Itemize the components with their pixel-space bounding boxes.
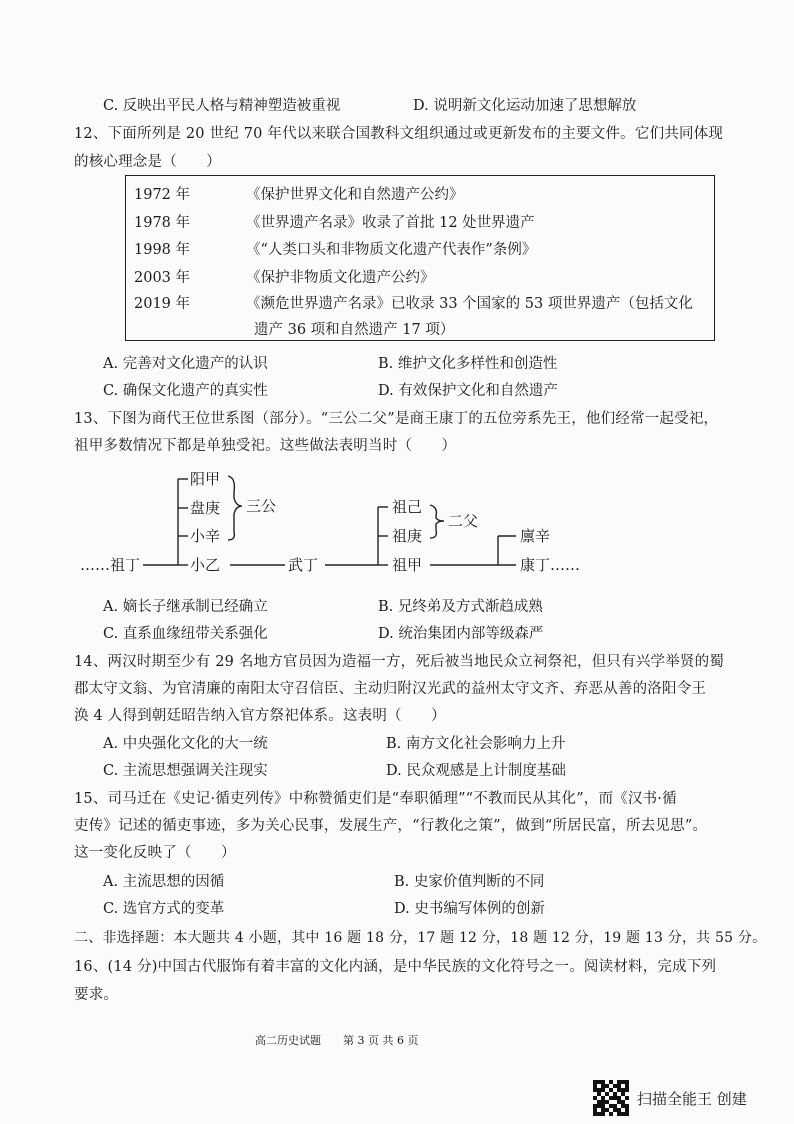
q11-option-c: C. 反映出平民人格与精神塑造被重视	[103, 98, 341, 114]
scanner-label: 扫描全能王 创建	[637, 1089, 747, 1108]
q15-stem-line1: 15、司马迁在《史记·循吏列传》中称赞循吏们是“奉职循理”“不教而民从其化”，而《汉书·循	[74, 791, 677, 807]
q14-option-a: A. 中央强化文化的大一统	[103, 736, 268, 752]
q12-stem-line2: 的核心理念是（ ）	[74, 154, 221, 170]
section2-heading: 二、非选择题：本大题共 4 小题，其中 16 题 18 分，17 题 12 分，18 题 12 分，19 题 13 分，共 55 分。	[74, 930, 767, 946]
q15-option-d: D. 史书编写体例的创新	[394, 901, 545, 917]
node-kangding: 康丁……	[520, 556, 581, 574]
q11-option-d: D. 说明新文化运动加速了思想解放	[413, 98, 637, 114]
q14-stem-line2: 郡太守文翁、为官清廉的南阳太守召信臣、主动归附汉光武的益州太守文齐、弃恶从善的洛阳令王	[74, 681, 707, 697]
node-pangeng: 盘庚	[190, 499, 221, 517]
q12-stem-line1: 12、下面所列是 20 世纪 70 年代以来联合国教科文组织通过或更新发布的主要文件。它们共同体现	[74, 126, 724, 142]
page-footer: 高二历史试题 第 3 页 共 6 页	[255, 1034, 419, 1047]
node-yangjia: 阳甲	[190, 470, 221, 488]
q13-option-d: D. 统治集团内部等级森严	[378, 626, 544, 642]
table-row-continuation: 遗产 36 项和自然遗产 17 项）	[254, 322, 455, 338]
node-zuding: ……祖丁	[80, 556, 141, 574]
q14-stem-line3: 涣 4 人得到朝廷昭告纳入官方祭祀体系。这表明（ ）	[74, 708, 446, 724]
q12-option-a: A. 完善对文化遗产的认识	[103, 356, 268, 372]
q14-option-b: B. 南方文化社会影响力上升	[386, 736, 566, 752]
q15-stem-line3: 这一变化反映了（ ）	[74, 845, 236, 861]
q13-stem-line1: 13、下图为商代王位世系图（部分）。“三公二父”是商王康丁的五位旁系先王，他们经常一起受祀，	[74, 411, 719, 427]
q12-option-b: B. 维护文化多样性和创造性	[378, 356, 558, 372]
label-sangong: 三公	[246, 497, 277, 515]
brace-erfu	[430, 505, 444, 538]
q14-option-c: C. 主流思想强调关注现实	[103, 763, 268, 779]
q13-option-b: B. 兄终弟及方式渐趋成熟	[378, 599, 543, 615]
q15-option-b: B. 史家价值判断的不同	[394, 874, 545, 890]
q13-stem-line2: 祖甲多数情况下都是单独受祀。这些做法表明当时（ ）	[74, 438, 457, 454]
q13-option-a: A. 嫡长子继承制已经确立	[103, 599, 268, 615]
node-wuding: 武丁	[288, 556, 319, 574]
node-xiaoyi: 小乙	[190, 556, 221, 574]
q16-stem-line2: 要求。	[74, 987, 119, 1003]
brace-sangong	[228, 476, 242, 540]
q12-option-c: C. 确保文化遗产的真实性	[103, 383, 268, 399]
q16-stem-line1: 16、(14 分)中国古代服饰有着丰富的文化内涵，是中华民族的文化符号之一。阅读材料，完成下列	[74, 959, 717, 975]
label-erfu: 二父	[448, 512, 479, 530]
scanner-watermark	[593, 1080, 747, 1116]
node-zugeng: 祖庚	[392, 527, 423, 545]
node-linxin: 廪辛	[520, 527, 551, 545]
q13-option-c: C. 直系血缘纽带关系强化	[103, 626, 268, 642]
qr-code-icon	[593, 1080, 629, 1116]
q15-option-a: A. 主流思想的因循	[103, 874, 225, 890]
q14-stem-line1: 14、两汉时期至少有 29 名地方官员因为造福一方，死后被当地民众立祠祭祀，但只有兴学举贤的蜀	[74, 654, 725, 670]
node-xiaoxin: 小辛	[190, 527, 221, 545]
q15-option-c: C. 选官方式的变革	[103, 901, 225, 917]
q12-document-table: 1972 年 《保护世界文化和自然遗产公约》 1978 年 《世界遗产名录》收录了首批 12 处世界遗产 1998 年 《“人类口头和非物质文化遗产代表作”条例》 2003 年 《保护非物质文化遗产公约》 2019 年 《濒危世界遗产名录》已收录 33 个国家的 53 项世界遗产（包括文化 遗产 36 项和自然遗产 17 项）	[125, 175, 715, 341]
q12-option-d: D. 有效保护文化和自然遗产	[378, 383, 558, 399]
node-zuji: 祖己	[392, 498, 423, 516]
q15-stem-line2: 吏传》记述的循吏事迹，多为关心民事，发展生产，“行教化之策”，做到“所居民富，所去见思”。	[74, 818, 708, 834]
node-zujia: 祖甲	[392, 556, 423, 574]
q14-option-d: D. 民众观感是上计制度基础	[386, 763, 566, 779]
